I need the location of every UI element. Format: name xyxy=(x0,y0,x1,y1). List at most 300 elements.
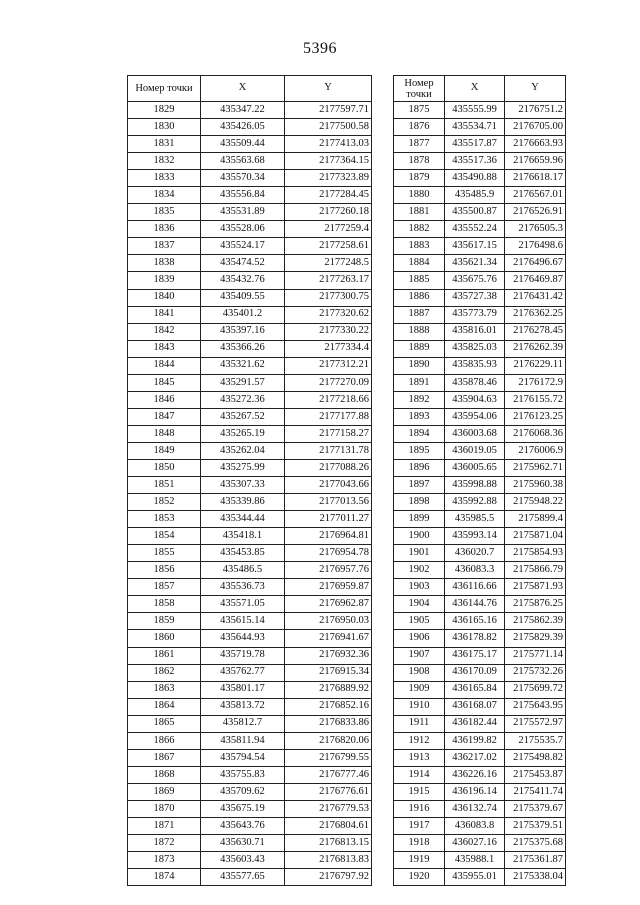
table-row xyxy=(394,562,566,579)
y-coordinate-cell: 2177043.66 xyxy=(285,477,372,494)
table-row xyxy=(394,306,566,323)
x-coordinate-cell: 435813.72 xyxy=(200,698,284,715)
x-coordinate-cell: 436083.8 xyxy=(445,817,505,834)
x-coordinate-cell: 436170.09 xyxy=(445,664,505,681)
point-number-cell: 1917 xyxy=(394,817,445,834)
table-row xyxy=(394,323,566,340)
x-coordinate-cell: 436226.16 xyxy=(445,766,505,783)
point-number-cell: 1898 xyxy=(394,494,445,511)
y-coordinate-cell: 2176776.61 xyxy=(285,783,372,800)
point-number-cell: 1841 xyxy=(128,306,201,323)
x-coordinate-cell: 436175.17 xyxy=(445,647,505,664)
y-coordinate-cell: 2175498.82 xyxy=(505,749,566,766)
table-row xyxy=(128,511,372,528)
y-coordinate-cell: 2176962.87 xyxy=(285,596,372,613)
table-row xyxy=(128,596,372,613)
point-number-cell: 1849 xyxy=(128,442,201,459)
table-row xyxy=(394,664,566,681)
table-row xyxy=(128,204,372,221)
x-coordinate-cell: 435571.05 xyxy=(200,596,284,613)
point-number-cell: 1905 xyxy=(394,613,445,630)
table-row xyxy=(128,647,372,664)
point-number-cell: 1854 xyxy=(128,528,201,545)
table-row xyxy=(128,221,372,238)
y-coordinate-cell: 2175535.7 xyxy=(505,732,566,749)
x-coordinate-cell: 435409.55 xyxy=(200,289,284,306)
y-coordinate-cell: 2176779.53 xyxy=(285,800,372,817)
x-coordinate-cell: 435272.36 xyxy=(200,391,284,408)
table-body-right xyxy=(394,102,566,886)
table-row xyxy=(128,255,372,272)
point-number-cell: 1908 xyxy=(394,664,445,681)
y-coordinate-cell: 2175771.14 xyxy=(505,647,566,664)
table-row xyxy=(128,613,372,630)
x-coordinate-cell: 435275.99 xyxy=(200,459,284,476)
point-number-cell: 1829 xyxy=(128,102,201,119)
point-number-cell: 1875 xyxy=(394,102,445,119)
table-row xyxy=(128,783,372,800)
point-number-cell: 1869 xyxy=(128,783,201,800)
point-number-cell: 1873 xyxy=(128,852,201,869)
table-row xyxy=(128,681,372,698)
table-row xyxy=(128,238,372,255)
point-number-cell: 1891 xyxy=(394,374,445,391)
point-number-cell: 1918 xyxy=(394,835,445,852)
point-number-cell: 1878 xyxy=(394,153,445,170)
y-coordinate-cell: 2176469.87 xyxy=(505,272,566,289)
table-row xyxy=(128,852,372,869)
x-coordinate-cell: 435432.76 xyxy=(200,272,284,289)
point-number-cell: 1840 xyxy=(128,289,201,306)
table-row xyxy=(394,477,566,494)
y-coordinate-cell: 2176964.81 xyxy=(285,528,372,545)
point-number-cell: 1914 xyxy=(394,766,445,783)
point-number-cell: 1895 xyxy=(394,442,445,459)
point-number-cell: 1910 xyxy=(394,698,445,715)
table-row xyxy=(128,289,372,306)
point-number-cell: 1886 xyxy=(394,289,445,306)
y-coordinate-cell: 2176172.9 xyxy=(505,374,566,391)
table-row xyxy=(394,153,566,170)
point-number-cell: 1864 xyxy=(128,698,201,715)
point-number-cell: 1834 xyxy=(128,187,201,204)
table-row xyxy=(128,170,372,187)
y-coordinate-cell: 2177500.58 xyxy=(285,119,372,136)
y-coordinate-cell: 2177260.18 xyxy=(285,204,372,221)
x-coordinate-cell: 436027.16 xyxy=(445,835,505,852)
y-coordinate-cell: 2177258.61 xyxy=(285,238,372,255)
table-row xyxy=(128,800,372,817)
x-coordinate-cell: 435675.19 xyxy=(200,800,284,817)
y-coordinate-cell: 2176006.9 xyxy=(505,442,566,459)
x-coordinate-cell: 436019.05 xyxy=(445,442,505,459)
table-row xyxy=(394,102,566,119)
table-row xyxy=(394,136,566,153)
table-row xyxy=(128,817,372,834)
point-number-cell: 1916 xyxy=(394,800,445,817)
table-row xyxy=(394,357,566,374)
x-coordinate-cell: 435453.85 xyxy=(200,545,284,562)
x-coordinate-cell: 435812.7 xyxy=(200,715,284,732)
y-coordinate-cell: 2177011.27 xyxy=(285,511,372,528)
table-row xyxy=(394,835,566,852)
x-coordinate-cell: 435954.06 xyxy=(445,408,505,425)
point-number-cell: 1858 xyxy=(128,596,201,613)
y-coordinate-cell: 2176852.16 xyxy=(285,698,372,715)
table-row xyxy=(394,817,566,834)
point-number-cell: 1845 xyxy=(128,374,201,391)
table-row xyxy=(394,391,566,408)
point-number-cell: 1883 xyxy=(394,238,445,255)
header-point-number: Номер точки xyxy=(128,76,201,102)
point-number-cell: 1859 xyxy=(128,613,201,630)
x-coordinate-cell: 435528.06 xyxy=(200,221,284,238)
x-coordinate-cell: 435524.17 xyxy=(200,238,284,255)
x-coordinate-cell: 436168.07 xyxy=(445,698,505,715)
point-number-cell: 1899 xyxy=(394,511,445,528)
x-coordinate-cell: 435534.71 xyxy=(445,119,505,136)
x-coordinate-cell: 435762.77 xyxy=(200,664,284,681)
table-row xyxy=(128,528,372,545)
y-coordinate-cell: 2176957.76 xyxy=(285,562,372,579)
y-coordinate-cell: 2177158.27 xyxy=(285,425,372,442)
point-number-cell: 1915 xyxy=(394,783,445,800)
y-coordinate-cell: 2176804.61 xyxy=(285,817,372,834)
x-coordinate-cell: 436020.7 xyxy=(445,545,505,562)
y-coordinate-cell: 2176799.55 xyxy=(285,749,372,766)
x-coordinate-cell: 435816.01 xyxy=(445,323,505,340)
y-coordinate-cell: 2175960.38 xyxy=(505,477,566,494)
point-number-cell: 1837 xyxy=(128,238,201,255)
x-coordinate-cell: 435517.87 xyxy=(445,136,505,153)
table-row xyxy=(128,153,372,170)
y-coordinate-cell: 2177300.75 xyxy=(285,289,372,306)
point-number-cell: 1866 xyxy=(128,732,201,749)
y-coordinate-cell: 2176797.92 xyxy=(285,869,372,886)
y-coordinate-cell: 2176941.67 xyxy=(285,630,372,647)
table-row xyxy=(128,357,372,374)
x-coordinate-cell: 435344.44 xyxy=(200,511,284,528)
y-coordinate-cell: 2177131.78 xyxy=(285,442,372,459)
point-number-cell: 1857 xyxy=(128,579,201,596)
point-number-cell: 1890 xyxy=(394,357,445,374)
x-coordinate-cell: 435998.88 xyxy=(445,477,505,494)
y-coordinate-cell: 2176659.96 xyxy=(505,153,566,170)
y-coordinate-cell: 2177270.09 xyxy=(285,374,372,391)
point-number-cell: 1903 xyxy=(394,579,445,596)
x-coordinate-cell: 435536.73 xyxy=(200,579,284,596)
point-number-cell: 1900 xyxy=(394,528,445,545)
x-coordinate-cell: 435490.88 xyxy=(445,170,505,187)
point-number-cell: 1884 xyxy=(394,255,445,272)
x-coordinate-cell: 435517.36 xyxy=(445,153,505,170)
table-row xyxy=(128,545,372,562)
point-number-cell: 1860 xyxy=(128,630,201,647)
y-coordinate-cell: 2177364.15 xyxy=(285,153,372,170)
point-number-cell: 1907 xyxy=(394,647,445,664)
point-number-cell: 1879 xyxy=(394,170,445,187)
x-coordinate-cell: 435366.26 xyxy=(200,340,284,357)
y-coordinate-cell: 2175876.25 xyxy=(505,596,566,613)
point-number-cell: 1862 xyxy=(128,664,201,681)
point-number-cell: 1911 xyxy=(394,715,445,732)
table-row xyxy=(394,272,566,289)
x-coordinate-cell: 436199.82 xyxy=(445,732,505,749)
x-coordinate-cell: 435878.46 xyxy=(445,374,505,391)
table-row xyxy=(394,340,566,357)
point-number-cell: 1887 xyxy=(394,306,445,323)
table-row xyxy=(128,698,372,715)
point-number-cell: 1896 xyxy=(394,459,445,476)
table-row xyxy=(394,255,566,272)
table-row xyxy=(128,477,372,494)
y-coordinate-cell: 2175866.79 xyxy=(505,562,566,579)
point-number-cell: 1867 xyxy=(128,749,201,766)
y-coordinate-cell: 2176431.42 xyxy=(505,289,566,306)
table-header-row xyxy=(128,76,372,102)
table-row xyxy=(128,119,372,136)
point-number-cell: 1830 xyxy=(128,119,201,136)
x-coordinate-cell: 435643.76 xyxy=(200,817,284,834)
table-row xyxy=(394,545,566,562)
point-number-cell: 1897 xyxy=(394,477,445,494)
point-number-cell: 1906 xyxy=(394,630,445,647)
table-row xyxy=(128,340,372,357)
x-coordinate-cell: 435988.1 xyxy=(445,852,505,869)
y-coordinate-cell: 2175862.39 xyxy=(505,613,566,630)
point-number-cell: 1870 xyxy=(128,800,201,817)
x-coordinate-cell: 435630.71 xyxy=(200,835,284,852)
table-row xyxy=(394,187,566,204)
y-coordinate-cell: 2177263.17 xyxy=(285,272,372,289)
point-number-cell: 1838 xyxy=(128,255,201,272)
table-row xyxy=(394,852,566,869)
table-row xyxy=(128,664,372,681)
table-row xyxy=(394,647,566,664)
y-coordinate-cell: 2176932.36 xyxy=(285,647,372,664)
y-coordinate-cell: 2176705.00 xyxy=(505,119,566,136)
point-number-cell: 1851 xyxy=(128,477,201,494)
y-coordinate-cell: 2177413.03 xyxy=(285,136,372,153)
y-coordinate-cell: 2177248.5 xyxy=(285,255,372,272)
x-coordinate-cell: 435577.65 xyxy=(200,869,284,886)
y-coordinate-cell: 2177259.4 xyxy=(285,221,372,238)
point-number-cell: 1848 xyxy=(128,425,201,442)
y-coordinate-cell: 2175453.87 xyxy=(505,766,566,783)
table-row xyxy=(394,698,566,715)
table-row xyxy=(394,766,566,783)
point-number-cell: 1877 xyxy=(394,136,445,153)
table-row xyxy=(394,459,566,476)
table-row xyxy=(128,579,372,596)
x-coordinate-cell: 435262.04 xyxy=(200,442,284,459)
x-coordinate-cell: 435485.9 xyxy=(445,187,505,204)
x-coordinate-cell: 436178.82 xyxy=(445,630,505,647)
table-row xyxy=(128,102,372,119)
point-number-cell: 1871 xyxy=(128,817,201,834)
table-row xyxy=(394,528,566,545)
y-coordinate-cell: 2177320.62 xyxy=(285,306,372,323)
y-coordinate-cell: 2176618.17 xyxy=(505,170,566,187)
x-coordinate-cell: 435985.5 xyxy=(445,511,505,528)
point-number-cell: 1843 xyxy=(128,340,201,357)
point-number-cell: 1833 xyxy=(128,170,201,187)
point-number-cell: 1902 xyxy=(394,562,445,579)
table-row xyxy=(128,835,372,852)
table-row xyxy=(128,869,372,886)
y-coordinate-cell: 2175572.97 xyxy=(505,715,566,732)
y-coordinate-cell: 2175732.26 xyxy=(505,664,566,681)
table-row xyxy=(128,732,372,749)
table-row xyxy=(128,374,372,391)
point-number-cell: 1853 xyxy=(128,511,201,528)
x-coordinate-cell: 436182.44 xyxy=(445,715,505,732)
x-coordinate-cell: 436003.68 xyxy=(445,425,505,442)
x-coordinate-cell: 435531.89 xyxy=(200,204,284,221)
table-row xyxy=(394,715,566,732)
x-coordinate-cell: 435555.99 xyxy=(445,102,505,119)
x-coordinate-cell: 435992.88 xyxy=(445,494,505,511)
header-y: Y xyxy=(285,76,372,102)
y-coordinate-cell: 2176262.39 xyxy=(505,340,566,357)
y-coordinate-cell: 2176751.2 xyxy=(505,102,566,119)
x-coordinate-cell: 435644.93 xyxy=(200,630,284,647)
table-row xyxy=(394,494,566,511)
point-number-cell: 1836 xyxy=(128,221,201,238)
table-row xyxy=(394,749,566,766)
point-number-cell: 1847 xyxy=(128,408,201,425)
point-number-cell: 1832 xyxy=(128,153,201,170)
y-coordinate-cell: 2175962.71 xyxy=(505,459,566,476)
y-coordinate-cell: 2176229.11 xyxy=(505,357,566,374)
table-row xyxy=(128,187,372,204)
coordinates-table-left xyxy=(127,75,372,886)
table-row xyxy=(394,800,566,817)
point-number-cell: 1868 xyxy=(128,766,201,783)
x-coordinate-cell: 435397.16 xyxy=(200,323,284,340)
x-coordinate-cell: 435570.34 xyxy=(200,170,284,187)
x-coordinate-cell: 435265.19 xyxy=(200,425,284,442)
point-number-cell: 1904 xyxy=(394,596,445,613)
x-coordinate-cell: 435509.44 xyxy=(200,136,284,153)
table-row xyxy=(394,511,566,528)
y-coordinate-cell: 2177284.45 xyxy=(285,187,372,204)
y-coordinate-cell: 2177088.26 xyxy=(285,459,372,476)
table-row xyxy=(394,221,566,238)
y-coordinate-cell: 2176950.03 xyxy=(285,613,372,630)
point-number-cell: 1856 xyxy=(128,562,201,579)
table-row xyxy=(128,562,372,579)
x-coordinate-cell: 435709.62 xyxy=(200,783,284,800)
point-number-cell: 1839 xyxy=(128,272,201,289)
x-coordinate-cell: 435617.15 xyxy=(445,238,505,255)
point-number-cell: 1889 xyxy=(394,340,445,357)
table-row xyxy=(128,766,372,783)
x-coordinate-cell: 435615.14 xyxy=(200,613,284,630)
page-number: 5396 xyxy=(303,40,337,57)
y-coordinate-cell: 2176915.34 xyxy=(285,664,372,681)
table-row xyxy=(394,442,566,459)
point-number-cell: 1901 xyxy=(394,545,445,562)
header-y: Y xyxy=(505,76,566,102)
x-coordinate-cell: 435955.01 xyxy=(445,869,505,886)
y-coordinate-cell: 2177323.89 xyxy=(285,170,372,187)
table-row xyxy=(128,408,372,425)
table-row xyxy=(394,681,566,698)
x-coordinate-cell: 436144.76 xyxy=(445,596,505,613)
y-coordinate-cell: 2175379.51 xyxy=(505,817,566,834)
point-number-cell: 1872 xyxy=(128,835,201,852)
table-row xyxy=(128,306,372,323)
x-coordinate-cell: 435426.05 xyxy=(200,119,284,136)
x-coordinate-cell: 435675.76 xyxy=(445,272,505,289)
table-row xyxy=(128,272,372,289)
x-coordinate-cell: 436116.66 xyxy=(445,579,505,596)
x-coordinate-cell: 435801.17 xyxy=(200,681,284,698)
y-coordinate-cell: 2176889.92 xyxy=(285,681,372,698)
y-coordinate-cell: 2175379.67 xyxy=(505,800,566,817)
table-body-left xyxy=(128,102,372,886)
x-coordinate-cell: 435755.83 xyxy=(200,766,284,783)
x-coordinate-cell: 435500.87 xyxy=(445,204,505,221)
x-coordinate-cell: 435307.33 xyxy=(200,477,284,494)
point-number-cell: 1842 xyxy=(128,323,201,340)
header-point-number: Номер точки xyxy=(394,76,445,102)
y-coordinate-cell: 2176954.78 xyxy=(285,545,372,562)
table-row xyxy=(128,494,372,511)
point-number-cell: 1861 xyxy=(128,647,201,664)
x-coordinate-cell: 435904.63 xyxy=(445,391,505,408)
point-number-cell: 1885 xyxy=(394,272,445,289)
point-number-cell: 1912 xyxy=(394,732,445,749)
y-coordinate-cell: 2177177.88 xyxy=(285,408,372,425)
table-row xyxy=(128,459,372,476)
point-number-cell: 1835 xyxy=(128,204,201,221)
point-number-cell: 1893 xyxy=(394,408,445,425)
y-coordinate-cell: 2177597.71 xyxy=(285,102,372,119)
table-row xyxy=(394,630,566,647)
y-coordinate-cell: 2175411.74 xyxy=(505,783,566,800)
table-row xyxy=(394,732,566,749)
x-coordinate-cell: 435267.52 xyxy=(200,408,284,425)
y-coordinate-cell: 2175948.22 xyxy=(505,494,566,511)
y-coordinate-cell: 2177218.66 xyxy=(285,391,372,408)
x-coordinate-cell: 435794.54 xyxy=(200,749,284,766)
y-coordinate-cell: 2176820.06 xyxy=(285,732,372,749)
x-coordinate-cell: 436217.02 xyxy=(445,749,505,766)
point-number-cell: 1888 xyxy=(394,323,445,340)
y-coordinate-cell: 2176813.15 xyxy=(285,835,372,852)
x-coordinate-cell: 435825.03 xyxy=(445,340,505,357)
table-row xyxy=(394,783,566,800)
x-coordinate-cell: 435835.93 xyxy=(445,357,505,374)
table-row xyxy=(394,425,566,442)
x-coordinate-cell: 435773.79 xyxy=(445,306,505,323)
y-coordinate-cell: 2177334.4 xyxy=(285,340,372,357)
point-number-cell: 1850 xyxy=(128,459,201,476)
point-number-cell: 1894 xyxy=(394,425,445,442)
y-coordinate-cell: 2176155.72 xyxy=(505,391,566,408)
x-coordinate-cell: 436132.74 xyxy=(445,800,505,817)
table-row xyxy=(394,579,566,596)
header-x: X xyxy=(200,76,284,102)
y-coordinate-cell: 2175643.95 xyxy=(505,698,566,715)
y-coordinate-cell: 2175899.4 xyxy=(505,511,566,528)
point-number-cell: 1865 xyxy=(128,715,201,732)
point-number-cell: 1852 xyxy=(128,494,201,511)
table-row xyxy=(394,596,566,613)
point-number-cell: 1876 xyxy=(394,119,445,136)
